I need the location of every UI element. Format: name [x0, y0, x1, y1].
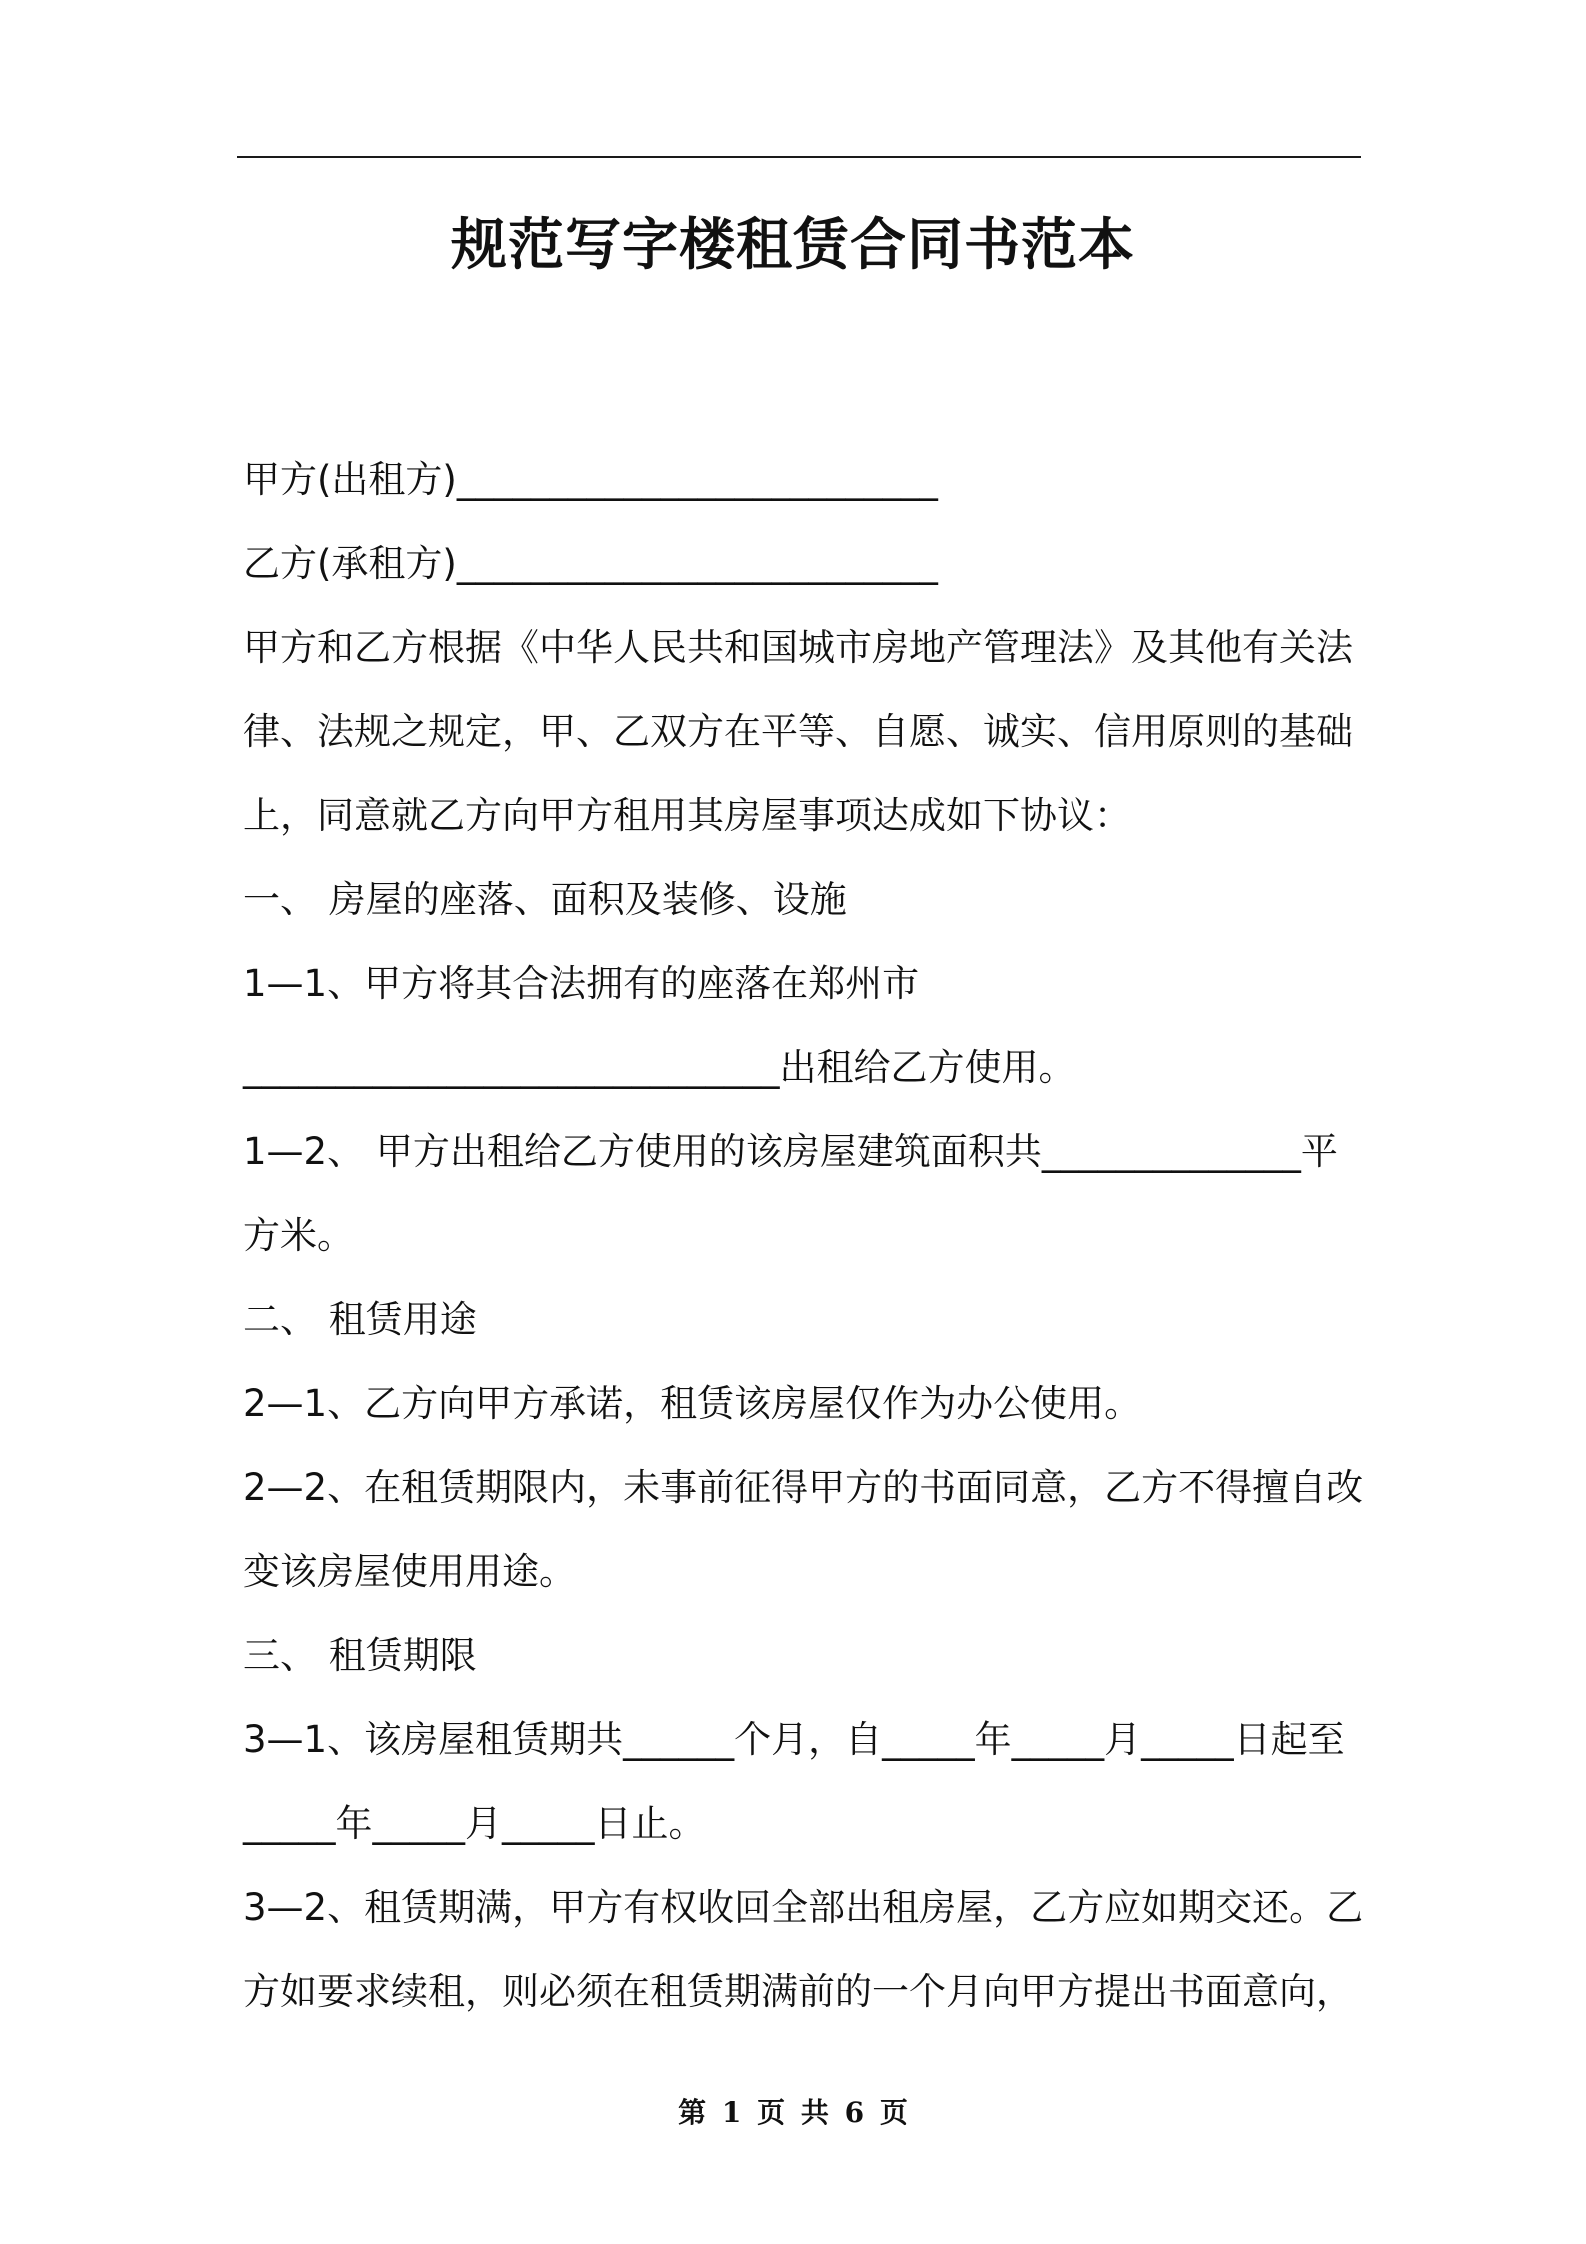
clause-line: 2—2、在租赁期限内，未事前征得甲方的书面同意，乙方不得擅自改 [243, 1466, 1364, 1509]
clause-line: _____年_____月_____日止。 [243, 1802, 706, 1845]
section-heading-1: 一、 房屋的座落、面积及装修、设施 [243, 878, 847, 921]
clause-line: _____________________________出租给乙方使用。 [243, 1046, 1076, 1089]
paragraph-line: 甲方和乙方根据《中华人民共和国城市房地产管理法》及其他有关法 [243, 626, 1353, 669]
clause-line: 3—2、租赁期满，甲方有权收回全部出租房屋，乙方应如期交还。乙 [243, 1886, 1364, 1929]
paragraph-line: 律、法规之规定，甲、乙双方在平等、自愿、诚实、信用原则的基础 [243, 710, 1353, 753]
party-b-line: 乙方(承租方)__________________________ [243, 542, 938, 585]
clause-line: 方如要求续租，则必须在租赁期满前的一个月向甲方提出书面意向， [243, 1970, 1353, 2013]
header-rule [237, 156, 1361, 158]
clause-line: 变该房屋使用用途。 [243, 1550, 576, 1593]
party-a-line: 甲方(出租方)__________________________ [243, 458, 938, 501]
clause-line: 2—1、乙方向甲方承诺，租赁该房屋仅作为办公使用。 [243, 1382, 1142, 1425]
document-title: 规范写字楼租赁合同书范本 [451, 213, 1135, 278]
contract-body [243, 438, 1363, 2034]
clause-line: 1—2、 甲方出租给乙方使用的该房屋建筑面积共______________平 [243, 1130, 1338, 1173]
section-heading-3: 三、 租赁期限 [243, 1634, 477, 1677]
page-number-footer: 第 1 页 共 6 页 [678, 2096, 908, 2129]
section-heading-2: 二、 租赁用途 [243, 1298, 477, 1341]
clause-line: 方米。 [243, 1214, 354, 1257]
paragraph-line: 上，同意就乙方向甲方租用其房屋事项达成如下协议： [243, 794, 1131, 837]
clause-line: 1—1、甲方将其合法拥有的座落在郑州市 [243, 962, 920, 1005]
clause-line: 3—1、该房屋租赁期共______个月，自_____年_____月_____日起至 [243, 1718, 1345, 1761]
